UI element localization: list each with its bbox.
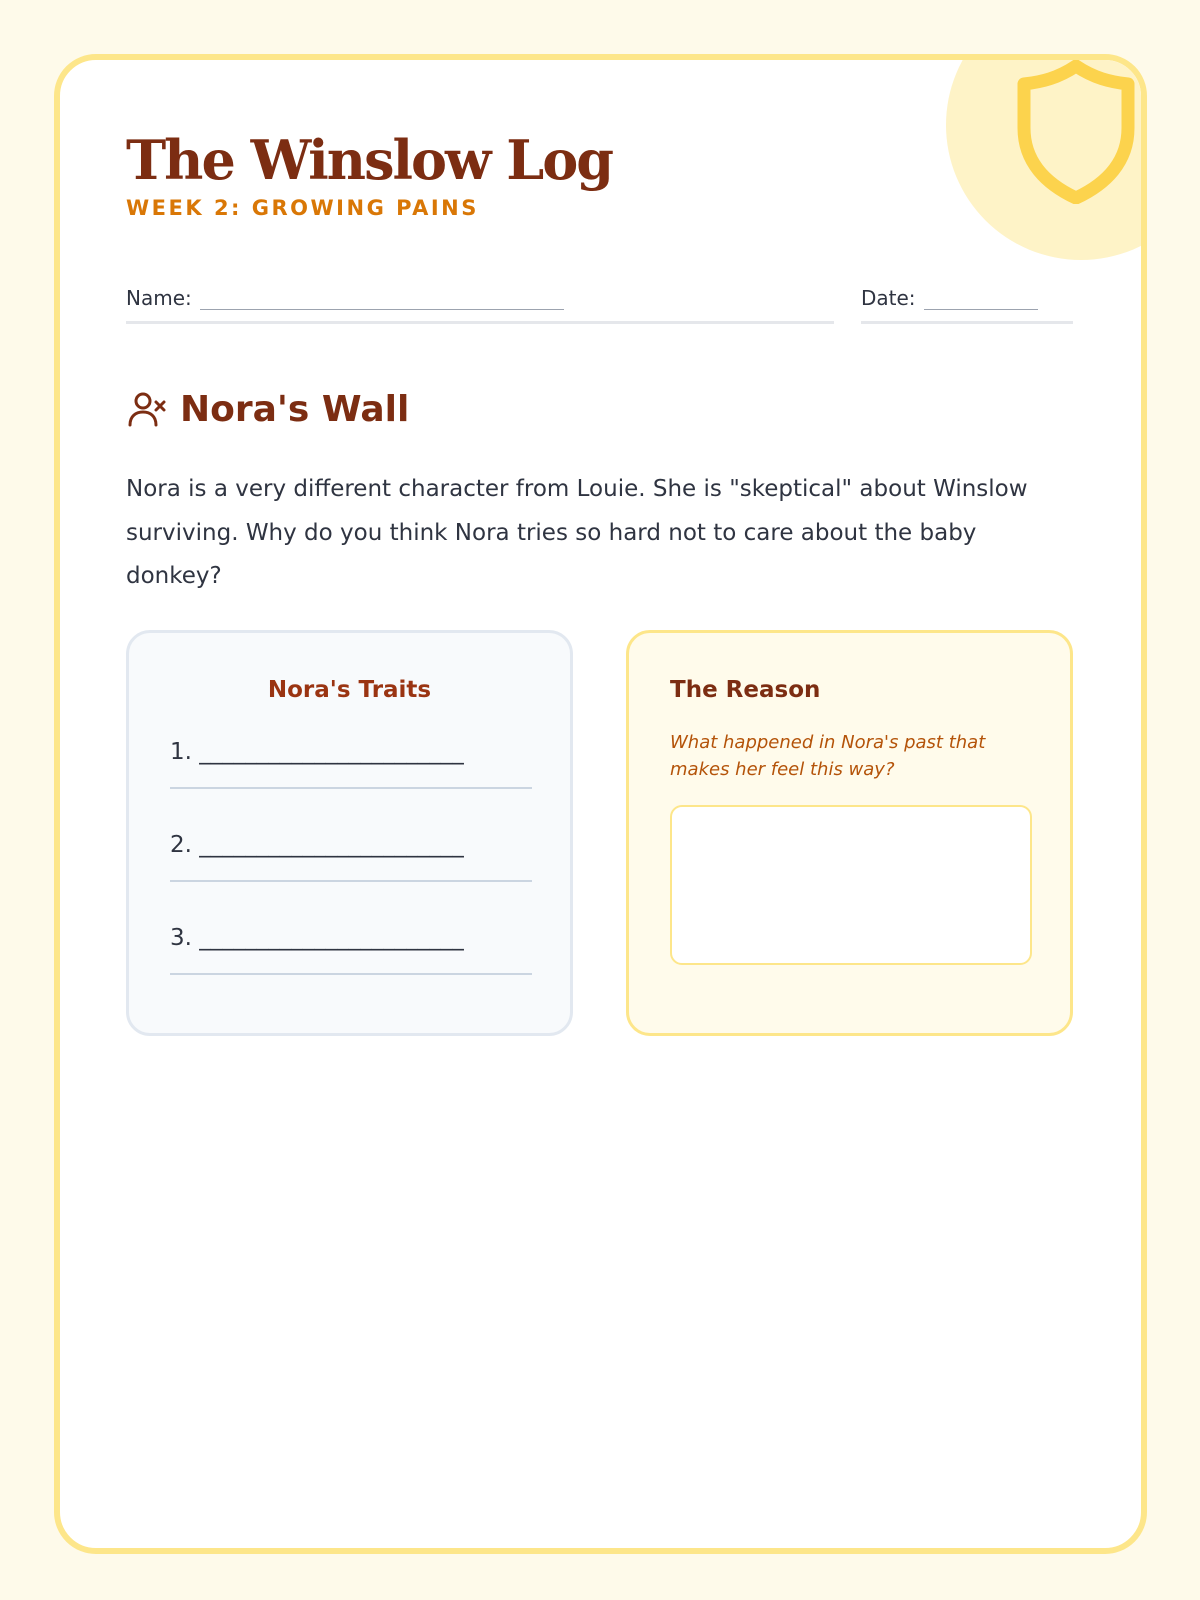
name-label: Name: <box>126 286 192 310</box>
date-label: Date: <box>861 286 916 310</box>
user-x-icon <box>126 388 168 430</box>
date-blank[interactable] <box>924 292 1038 310</box>
trait-item: 1. _______________________ <box>170 739 464 765</box>
reason-prompt: What happened in Nora's past that makes her feel this way? <box>670 732 986 780</box>
traits-title: Nora's Traits <box>267 677 432 703</box>
name-blank[interactable] <box>200 292 564 310</box>
trait-item: 3. _______________________ <box>170 925 464 951</box>
trait-line-2[interactable] <box>170 822 532 882</box>
name-field[interactable] <box>126 280 834 324</box>
traits-box <box>126 630 573 1036</box>
section-intro: Nora is a very different character from Louie. She is "skeptical" about Winslow surviving. Why do you think Nora tries so hard not to care about the baby donkey? <box>126 476 1028 589</box>
reason-box <box>626 630 1073 1036</box>
page-title: The Winslow Log <box>126 128 613 192</box>
section-heading <box>126 386 409 432</box>
trait-line-3[interactable] <box>170 915 532 975</box>
section-title: Nora's Wall <box>180 388 410 430</box>
trait-item: 2. _______________________ <box>170 832 464 858</box>
shield-icon <box>1014 58 1138 204</box>
worksheet-card <box>54 54 1147 1554</box>
reason-title: The Reason <box>670 677 821 703</box>
reason-answer-area[interactable] <box>670 805 1032 965</box>
trait-line-1[interactable] <box>170 729 532 789</box>
date-field[interactable] <box>861 280 1073 324</box>
page-subtitle: WEEK 2: GROWING PAINS <box>126 196 479 220</box>
